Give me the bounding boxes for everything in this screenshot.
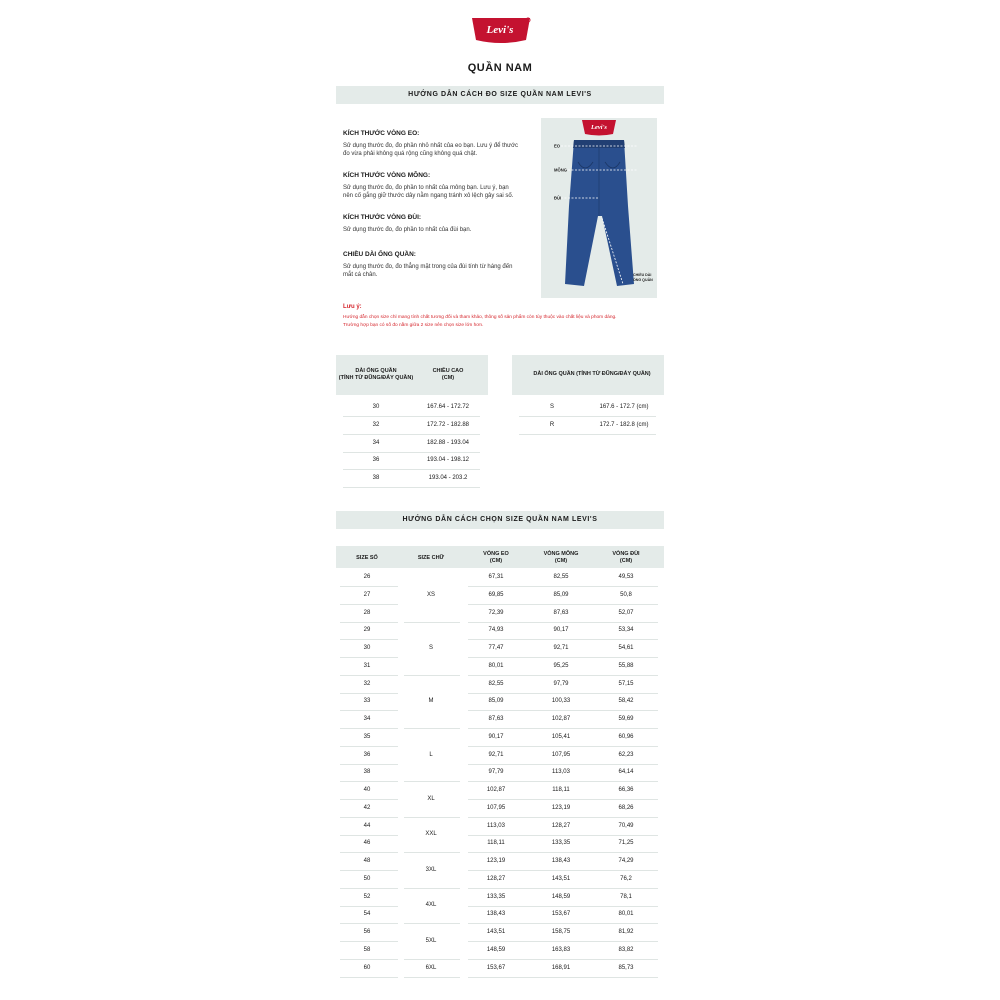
size-thigh-cell: 50,8 (620, 591, 632, 598)
size-thigh-cell: 54,61 (618, 645, 634, 651)
measure-description: Sử dụng thước đo, đo phần to nhất của đùi bạn. (343, 227, 472, 233)
size-hip-cell: 97,79 (553, 680, 569, 687)
size-thigh-cell: 74,29 (618, 858, 634, 864)
length-cell: 34 (372, 439, 380, 446)
size-thigh-cell: 62,23 (618, 751, 634, 758)
size-letter-cell: XL (427, 795, 435, 802)
height-cell: 172.72 - 182.88 (426, 421, 470, 428)
sr-header: DÀI ỐNG QUẦN (TÍNH TỪ ĐŨNG/ĐÁY QUẦN) (533, 371, 651, 377)
row-divider (468, 675, 658, 676)
size-letter-cell: XS (426, 591, 435, 598)
row-divider (340, 604, 398, 605)
row-divider (340, 781, 398, 782)
size-hip-cell: 87,63 (553, 609, 569, 616)
size-guide-band: HƯỚNG DẪN CÁCH CHỌN SIZE QUẦN NAM LEVI'S (336, 511, 664, 529)
size-hip-cell: 85,09 (553, 591, 569, 598)
size-letter-cell: S (428, 645, 433, 651)
group-divider (404, 923, 460, 924)
size-waist-cell: 102,87 (486, 787, 506, 793)
row-divider (340, 799, 398, 800)
size-num-cell: 58 (363, 946, 371, 953)
row-divider (468, 728, 658, 729)
size-thigh-cell: 83,82 (618, 946, 634, 953)
page-title: QUẦN NAM (467, 62, 533, 74)
row-divider (468, 817, 658, 818)
size-hip-cell: 90,17 (553, 627, 569, 634)
note-heading: Lưu ý: (343, 304, 362, 310)
size-thigh-cell: 80,01 (618, 911, 634, 918)
size-num-cell: 31 (363, 662, 371, 669)
sr-range-cell: 172.7 - 182.8 (cm) (599, 422, 649, 428)
row-divider (340, 835, 398, 836)
svg-text:Levi's: Levi's (591, 124, 607, 131)
measure-section (343, 251, 533, 279)
measure-description: đo vừa phải không quá rộng cũng không quá chật. (343, 151, 478, 157)
size-thigh-cell: 85,73 (618, 964, 634, 971)
label-waist: EO (554, 143, 561, 149)
size-waist-cell: 107,95 (486, 804, 506, 811)
height-cell: 167.64 - 172.72 (426, 404, 470, 410)
size-waist-cell: 87,63 (488, 716, 504, 722)
size-waist-cell: 80,01 (488, 662, 504, 669)
length-cell: 36 (372, 457, 380, 464)
header-line: (CM) (619, 558, 633, 564)
size-num-cell: 32 (363, 680, 371, 687)
row-divider (340, 728, 398, 729)
size-num-cell: 40 (363, 787, 371, 793)
row-divider (468, 852, 658, 853)
header-line: VÒNG EO (483, 551, 509, 557)
row-divider (340, 622, 398, 623)
row-divider (519, 434, 656, 435)
measure-description: Sử dụng thước đo, đo phần nhỏ nhất của eo bạn. Lưu ý để thước (343, 143, 519, 149)
size-hip-cell: 138,43 (551, 858, 571, 864)
measure-heading: KÍCH THƯỚC VÒNG EO: (343, 130, 420, 137)
group-divider (404, 817, 460, 818)
levis-logo (470, 16, 532, 44)
length-header: DÀI ỐNG QUẦN (TÍNH TỪ ĐŨNG/ĐÁY QUẦN) (338, 368, 414, 381)
size-hip-cell: 158,75 (551, 929, 571, 935)
header-line: (CM) (489, 558, 503, 564)
size-num-cell: 26 (363, 574, 371, 580)
size-waist-cell: 148,59 (486, 946, 506, 953)
row-divider (340, 675, 398, 676)
row-divider (468, 781, 658, 782)
size-num-cell: 35 (363, 733, 371, 740)
size-thigh-cell: 71,25 (618, 840, 634, 847)
size-waist-cell: 90,17 (488, 733, 504, 740)
length-cell: 32 (372, 421, 380, 428)
size-waist-cell: 143,51 (486, 929, 506, 935)
size-thigh-cell: 59,69 (618, 716, 634, 722)
group-divider (404, 977, 460, 978)
size-hip-cell: 105,41 (551, 733, 571, 740)
size-thigh-cell: 60,96 (618, 733, 634, 740)
size-hip-cell: 168,91 (551, 964, 571, 971)
row-divider (343, 487, 480, 488)
row-divider (468, 888, 658, 889)
row-divider (468, 799, 658, 800)
header-line: VÒNG ĐÙI (612, 551, 640, 557)
sr-range-cell: 167.6 - 172.7 (cm) (599, 404, 649, 410)
row-divider (340, 959, 398, 960)
size-hip-cell: 100,33 (551, 698, 571, 705)
size-waist-cell: 74,93 (488, 627, 504, 634)
header-line: (CM) (554, 558, 568, 564)
length-cell: 30 (372, 404, 380, 410)
group-divider (404, 675, 460, 676)
sr-size-cell: R (549, 422, 555, 428)
size-letter-cell: 6XL (425, 964, 437, 971)
size-hip-cell: 92,71 (553, 645, 569, 651)
size-waist-cell: 97,79 (488, 769, 504, 776)
row-divider (468, 870, 658, 871)
group-divider (404, 781, 460, 782)
row-divider (340, 710, 398, 711)
measure-section (343, 130, 533, 158)
size-num-cell: 34 (363, 716, 371, 722)
size-thigh-cell: 81,92 (618, 929, 634, 935)
row-divider (343, 434, 480, 435)
row-divider (340, 764, 398, 765)
size-thigh-cell: 66,36 (618, 787, 634, 793)
sr-size-cell: S (549, 404, 554, 410)
group-divider (404, 728, 460, 729)
size-waist-cell: 85,09 (488, 698, 504, 705)
size-waist-cell: 69,85 (488, 591, 504, 598)
jeans-figure (541, 118, 657, 298)
row-divider (340, 746, 398, 747)
row-divider (468, 639, 658, 640)
header-line: VÒNG MÔNG (543, 551, 579, 557)
row-divider (468, 657, 658, 658)
size-waist-cell: 138,43 (486, 911, 506, 918)
row-divider (340, 941, 398, 942)
size-hip-cell: 82,55 (553, 574, 569, 580)
height-cell: 193.04 - 203.2 (428, 475, 468, 482)
row-divider (340, 906, 398, 907)
header-line: SIZE CHỮ (417, 555, 445, 561)
size-num-cell: 42 (363, 804, 371, 811)
size-thigh-cell: 64,14 (618, 769, 634, 776)
size-num-cell: 60 (363, 964, 371, 971)
size-thigh-cell: 49,53 (618, 574, 634, 580)
size-hip-cell: 107,95 (551, 751, 571, 758)
length-cell: 38 (372, 475, 380, 482)
size-num-cell: 52 (363, 893, 371, 900)
size-waist-cell: 77,47 (488, 645, 504, 651)
size-waist-cell: 92,71 (488, 751, 504, 758)
row-divider (343, 469, 480, 470)
row-divider (468, 622, 658, 623)
row-divider (340, 923, 398, 924)
size-waist-cell: 153,67 (486, 964, 506, 971)
size-thigh-cell: 53,34 (618, 627, 634, 634)
size-letter-cell: L (429, 751, 433, 758)
measure-section (343, 172, 533, 200)
size-num-cell: 48 (363, 858, 371, 864)
size-thigh-cell: 76,2 (620, 875, 632, 882)
size-thigh-cell: 57,15 (618, 680, 634, 687)
measure-description: nên cố gắng giữ thước dây nằm ngang tránh xô lệch gây sai số. (343, 193, 514, 199)
measure-heading: KÍCH THƯỚC VÒNG MÔNG: (343, 172, 431, 179)
size-thigh-cell: 58,42 (618, 698, 634, 705)
row-divider (468, 906, 658, 907)
row-divider (343, 452, 480, 453)
row-divider (468, 604, 658, 605)
label-hip: MÔNG (554, 167, 568, 173)
height-header: CHIỀU CAO (CM) (432, 368, 464, 381)
height-cell: 193.04 - 198.12 (426, 457, 470, 464)
size-hip-cell: 143,51 (551, 875, 571, 882)
measure-description: Sử dụng thước đo, đo thẳng mặt trong của đùi tính từ háng đến (343, 264, 513, 270)
size-letter-cell: 5XL (425, 937, 437, 944)
size-num-cell: 29 (363, 627, 371, 634)
size-hip-cell: 153,67 (551, 911, 571, 918)
size-letter-cell: 4XL (425, 902, 437, 909)
measure-section (343, 214, 533, 234)
size-num-cell: 46 (363, 840, 371, 847)
size-num-cell: 33 (363, 698, 371, 705)
size-waist-cell: 123,19 (486, 858, 506, 864)
size-waist-cell: 113,03 (487, 822, 505, 829)
size-thigh-cell: 52,07 (618, 609, 634, 616)
size-hip-cell: 128,27 (551, 822, 571, 829)
row-divider (340, 852, 398, 853)
row-divider (340, 657, 398, 658)
row-divider (340, 977, 398, 978)
size-hip-cell: 95,25 (553, 662, 569, 669)
size-hip-cell: 113,03 (552, 769, 570, 776)
row-divider (340, 888, 398, 889)
size-hip-cell: 123,19 (551, 804, 571, 811)
row-divider (468, 710, 658, 711)
row-divider (468, 764, 658, 765)
size-waist-cell: 133,35 (486, 893, 506, 900)
size-hip-cell: 118,11 (552, 787, 570, 793)
size-letter-cell: XXL (425, 831, 437, 838)
row-divider (468, 941, 658, 942)
note (343, 304, 673, 330)
row-divider (340, 817, 398, 818)
row-divider (468, 977, 658, 978)
header-num (336, 555, 398, 562)
label-inseam-2: ỐNG QUẦN (633, 278, 653, 282)
size-hip-cell: 163,83 (551, 946, 571, 953)
row-divider (468, 586, 658, 587)
size-thigh-cell: 68,26 (618, 804, 634, 811)
row-divider (340, 693, 398, 694)
measure-description: Sử dụng thước đo, đo phần to nhất của mông bạn. Lưu ý, bạn (343, 185, 509, 191)
size-num-cell: 30 (363, 645, 371, 651)
size-num-cell: 50 (363, 875, 371, 882)
size-letter-cell: M (428, 698, 434, 705)
measure-guide-band: HƯỚNG DẪN CÁCH ĐO SIZE QUẦN NAM LEVI'S (336, 86, 664, 104)
header-letter (398, 555, 464, 562)
group-divider (404, 622, 460, 623)
note-line-1: Hướng dẫn chọn size chỉ mang tính chất tương đối và tham khảo, thông số sản phẩm còn tùy thuộc vào chất liệu và phom dáng. (343, 315, 617, 320)
label-thigh: ĐÙI (554, 195, 562, 201)
size-waist-cell: 72,39 (488, 609, 504, 616)
row-divider (468, 923, 658, 924)
label-inseam-1: CHIỀU DÀI (633, 273, 652, 277)
size-waist-cell: 67,31 (488, 574, 504, 580)
group-divider (404, 852, 460, 853)
size-waist-cell: 82,55 (488, 680, 504, 687)
logo-text: Levi's (486, 24, 514, 36)
size-thigh-cell: 55,88 (618, 662, 634, 669)
size-hip-cell: 102,87 (551, 716, 571, 722)
group-divider (404, 888, 460, 889)
size-waist-cell: 118,11 (487, 840, 505, 847)
size-num-cell: 27 (363, 591, 371, 598)
row-divider (340, 639, 398, 640)
measure-description: mắt cá chân. (343, 272, 378, 278)
size-thigh-cell: 78,1 (620, 893, 632, 900)
header-waist (464, 551, 528, 565)
size-num-cell: 56 (363, 929, 371, 935)
size-num-cell: 36 (363, 751, 371, 758)
size-hip-cell: 148,59 (551, 893, 571, 900)
note-line-2: Trường hợp bạn có số đo nằm giữa 2 size nên chọn size lớn hơn. (343, 323, 484, 328)
row-divider (519, 416, 656, 417)
group-divider (404, 959, 460, 960)
measure-heading: CHIỀU DÀI ỐNG QUẦN: (343, 251, 416, 258)
height-cell: 182.88 - 193.04 (426, 439, 470, 446)
measure-heading: KÍCH THƯỚC VÒNG ĐÙI: (343, 214, 422, 221)
row-divider (340, 870, 398, 871)
size-num-cell: 38 (363, 769, 371, 776)
size-num-cell: 54 (363, 911, 371, 918)
header-thigh (594, 551, 658, 565)
header-hip (528, 551, 594, 565)
row-divider (468, 959, 658, 960)
row-divider (340, 586, 398, 587)
size-letter-cell: 3XL (425, 866, 437, 873)
size-waist-cell: 128,27 (486, 875, 506, 882)
size-num-cell: 44 (363, 822, 371, 829)
size-hip-cell: 133,35 (551, 840, 571, 847)
header-line: SIZE SỐ (356, 555, 378, 561)
row-divider (468, 693, 658, 694)
size-num-cell: 28 (363, 609, 371, 616)
row-divider (468, 746, 658, 747)
row-divider (468, 835, 658, 836)
row-divider (343, 416, 480, 417)
size-thigh-cell: 70,49 (618, 822, 634, 829)
